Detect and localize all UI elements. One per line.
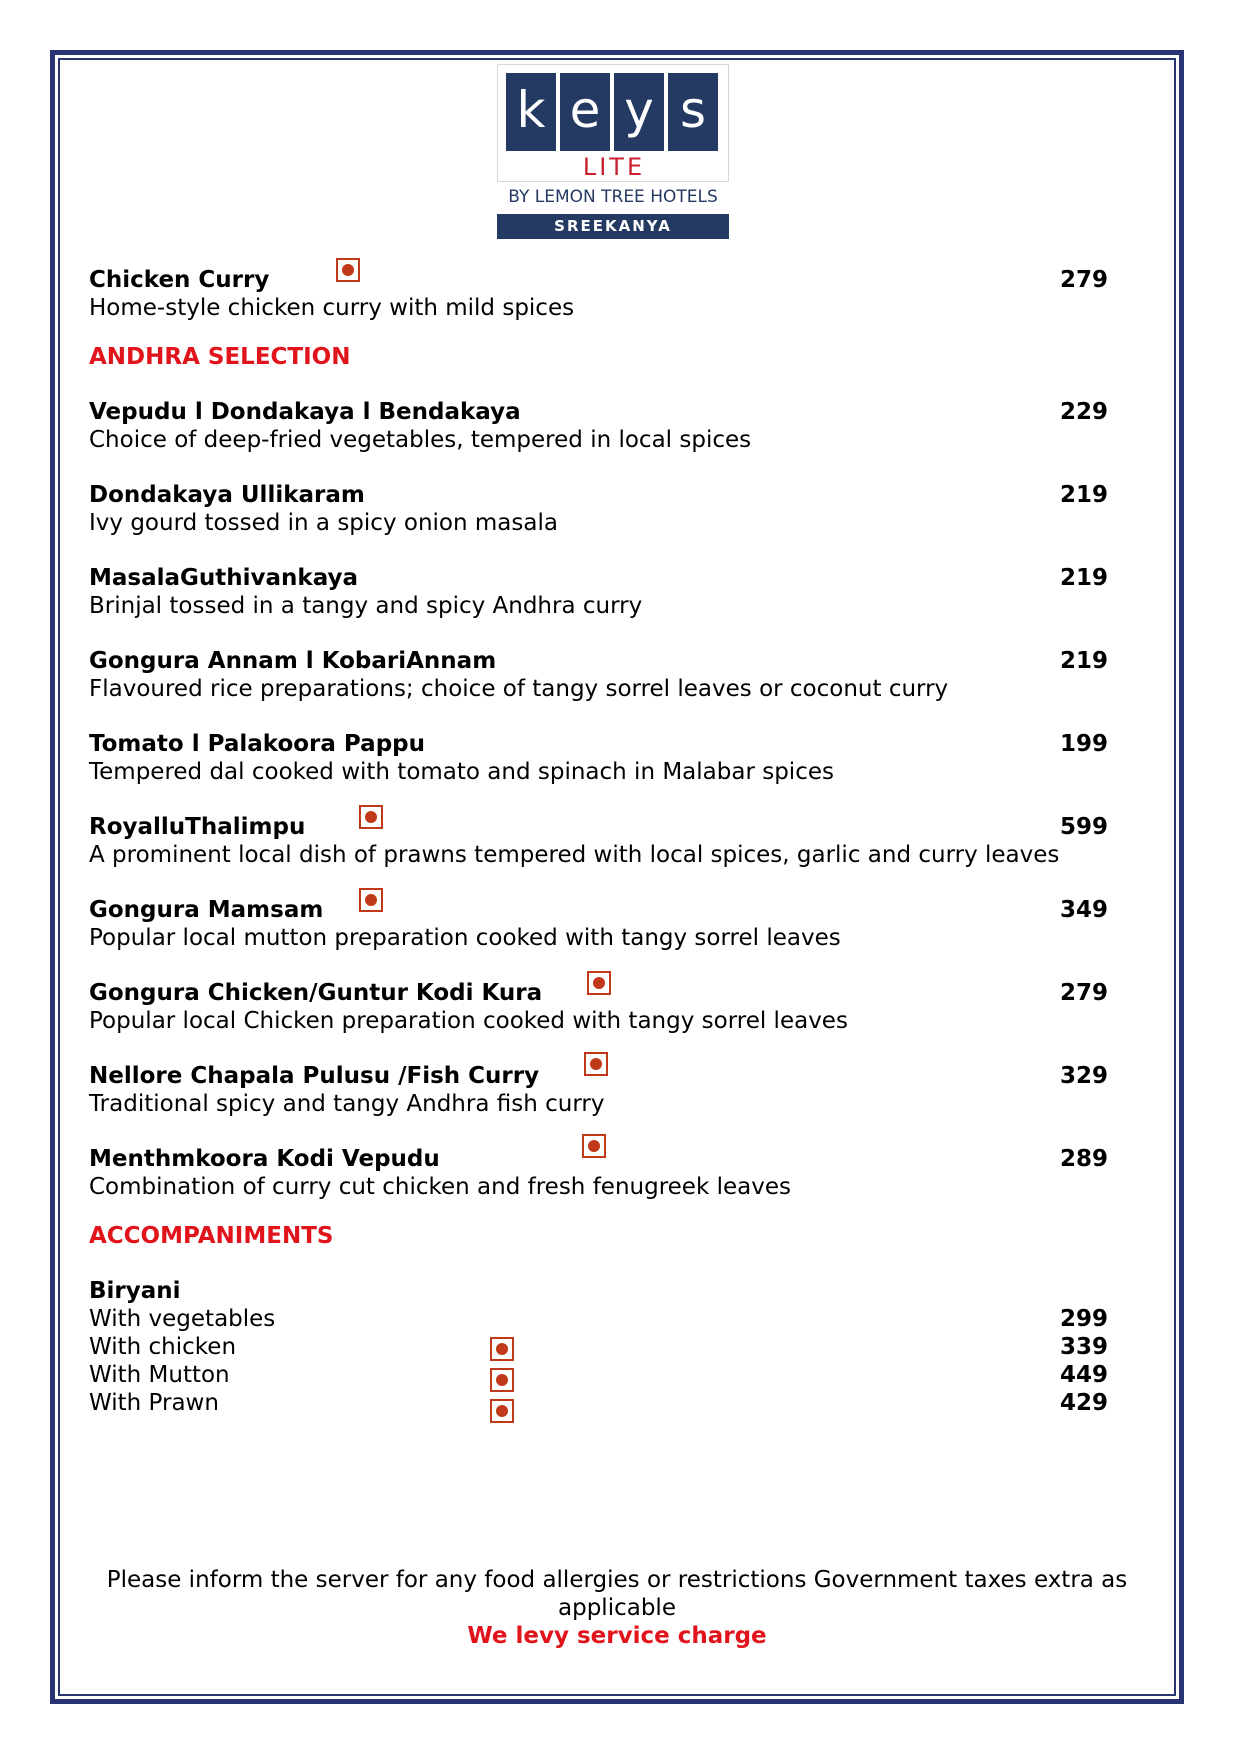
item-description: Brinjal tossed in a tangy and spicy Andhra curry: [89, 593, 643, 619]
option-price: 429: [1060, 1390, 1109, 1416]
item-name: Biryani: [89, 1278, 181, 1304]
item-description: Ivy gourd tossed in a spicy onion masala: [89, 510, 558, 536]
menu-content: [89, 266, 1119, 1417]
menu-item: [89, 730, 1119, 786]
option-label: With chicken: [89, 1334, 237, 1360]
item-name: Dondakaya Ullikaram: [89, 482, 365, 508]
logo-by-line: BY LEMON TREE HOTELS: [508, 187, 718, 207]
logo-letter: e: [560, 73, 610, 151]
logo-lite: LITE: [582, 153, 646, 181]
item-name: MasalaGuthivankaya: [89, 565, 359, 591]
menu-item: [89, 398, 1119, 454]
item-description: A prominent local dish of prawns tempered with local spices, garlic and curry leaves: [89, 842, 1060, 868]
menu-item: [89, 481, 1119, 537]
item-description: Choice of deep-fried vegetables, tempered in local spices: [89, 427, 752, 453]
logo-letter: s: [668, 73, 718, 151]
item-name: Gongura Chicken/Guntur Kodi Kura: [89, 980, 543, 1006]
nonveg-icon: [490, 1337, 514, 1361]
item-price: 329: [1060, 1063, 1109, 1089]
nonveg-icon: [587, 971, 611, 995]
nonveg-icon: [490, 1399, 514, 1423]
section-title-accompaniments: ACCOMPANIMENTS: [89, 1223, 334, 1249]
item-price: 229: [1060, 399, 1109, 425]
item-price: 279: [1060, 980, 1109, 1006]
item-name: Tomato l Palakoora Pappu: [89, 731, 425, 757]
menu-item-biryani: [89, 1277, 1119, 1417]
item-price: 219: [1060, 565, 1109, 591]
logo-letter: k: [506, 73, 556, 151]
item-description: Home-style chicken curry with mild spices: [89, 295, 575, 321]
logo-location: SREEKANYA: [497, 214, 729, 239]
nonveg-icon: [359, 888, 383, 912]
option-label: With Prawn: [89, 1390, 219, 1416]
item-description: Combination of curry cut chicken and fresh fenugreek leaves: [89, 1174, 791, 1200]
item-name: Gongura Annam l KobariAnnam: [89, 648, 497, 674]
logo-letter-tiles: [506, 73, 718, 151]
menu-item: [89, 564, 1119, 620]
allergy-tax-note: Please inform the server for any food allergies or restrictions Government taxes extra as applicable: [106, 1567, 1128, 1621]
section-title-andhra: ANDHRA SELECTION: [89, 344, 351, 370]
item-price: 219: [1060, 482, 1109, 508]
item-price: 599: [1060, 814, 1109, 840]
nonveg-icon: [336, 258, 360, 282]
item-description: Popular local mutton preparation cooked with tangy sorrel leaves: [89, 925, 841, 951]
option-price: 449: [1060, 1362, 1109, 1388]
option-price: 299: [1060, 1306, 1109, 1332]
menu-item: [89, 647, 1119, 703]
option-label: With vegetables: [89, 1306, 276, 1332]
menu-item: [89, 1062, 1119, 1118]
item-price: 279: [1060, 267, 1109, 293]
logo-letter: y: [614, 73, 664, 151]
menu-footer: [60, 1566, 1174, 1650]
menu-item: [89, 896, 1119, 952]
item-name: Menthmkoora Kodi Vepudu: [89, 1146, 440, 1172]
service-charge-note: We levy service charge: [467, 1623, 767, 1649]
item-name: Gongura Mamsam: [89, 897, 324, 923]
nonveg-icon: [359, 805, 383, 829]
menu-item: [89, 1145, 1119, 1201]
menu-item: [89, 813, 1119, 869]
item-name: Chicken Curry: [89, 267, 270, 293]
item-name: Nellore Chapala Pulusu /Fish Curry: [89, 1063, 540, 1089]
biryani-option: [89, 1305, 1119, 1333]
nonveg-icon: [584, 1052, 608, 1076]
item-price: 219: [1060, 648, 1109, 674]
logo-card: [497, 64, 729, 182]
menu-item-chicken-curry: [89, 266, 1119, 322]
item-price: 349: [1060, 897, 1109, 923]
option-price: 339: [1060, 1334, 1109, 1360]
item-price: 199: [1060, 731, 1109, 757]
biryani-option: [89, 1333, 1119, 1361]
item-price: 289: [1060, 1146, 1109, 1172]
item-description: Traditional spicy and tangy Andhra fish curry: [89, 1091, 605, 1117]
item-description: Popular local Chicken preparation cooked with tangy sorrel leaves: [89, 1008, 848, 1034]
hotel-logo: [497, 64, 729, 239]
biryani-option: [89, 1361, 1119, 1389]
menu-item: [89, 979, 1119, 1035]
item-name: Vepudu l Dondakaya l Bendakaya: [89, 399, 521, 425]
item-name: RoyalluThalimpu: [89, 814, 306, 840]
biryani-option: [89, 1389, 1119, 1417]
item-description: Flavoured rice preparations; choice of tangy sorrel leaves or coconut curry: [89, 676, 949, 702]
option-label: With Mutton: [89, 1362, 230, 1388]
item-description: Tempered dal cooked with tomato and spinach in Malabar spices: [89, 759, 834, 785]
nonveg-icon: [582, 1134, 606, 1158]
